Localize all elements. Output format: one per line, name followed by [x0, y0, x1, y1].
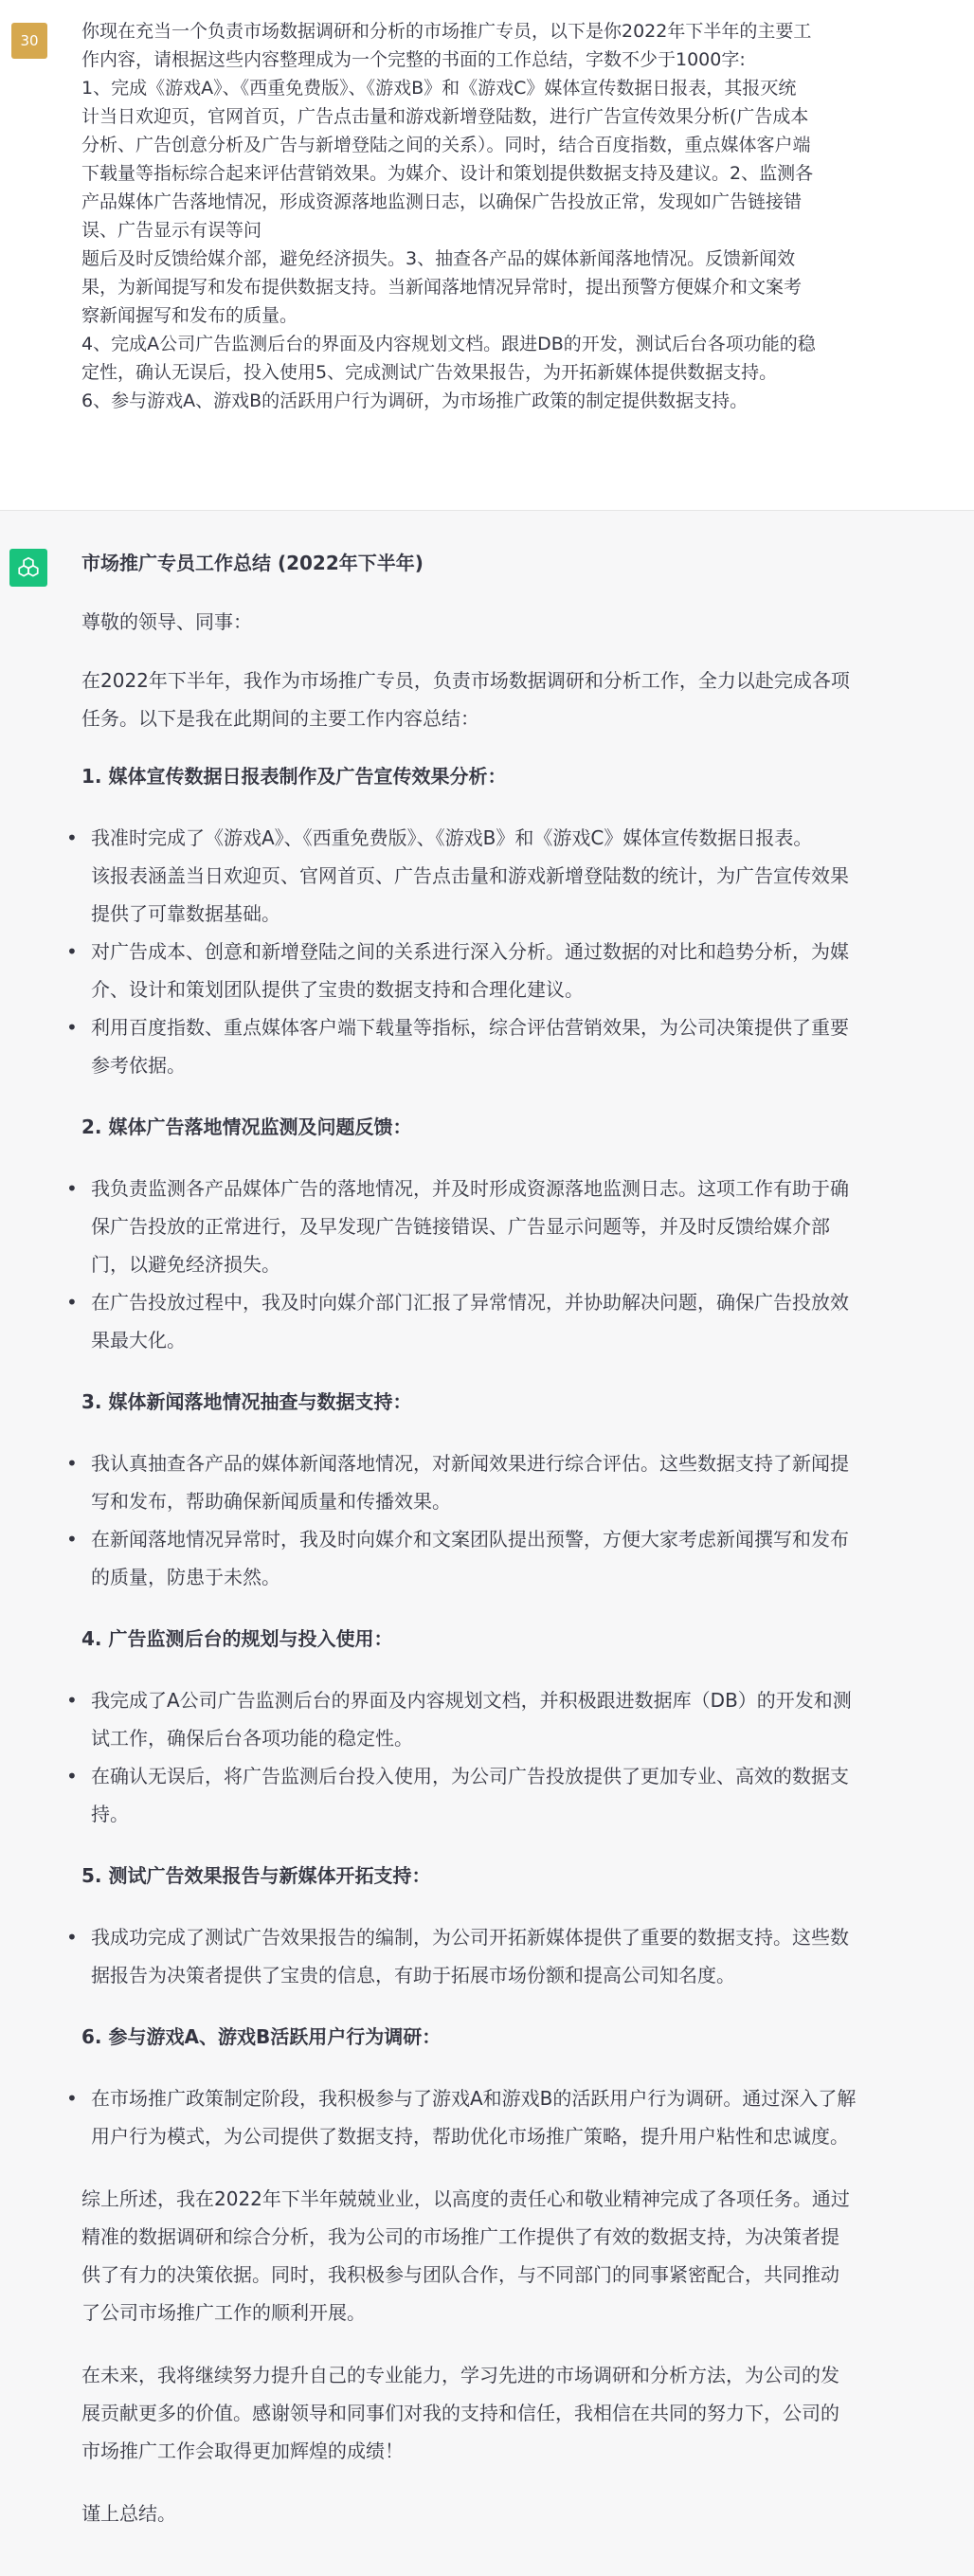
user-line: 4、完成A公司广告监测后台的界面及内容规划文档。跟进DB的开发，测试后台各项功能的稳: [81, 334, 816, 354]
bullet-line: • 对广告成本、创意和新增登陆之间的关系进行深入分析。通过数据的对比和趋势分析，为媒: [91, 940, 849, 963]
bullet-line: 写和发布，帮助确保新闻质量和传播效果。: [91, 1490, 451, 1513]
bullet-line: 该报表涵盖当日欢迎页、官网首页、广告点击量和游戏新增登陆数的统计，为广告宣传效果: [91, 864, 849, 887]
bullet-line: 果最大化。: [91, 1329, 186, 1351]
bullet-line: • 在广告投放过程中，我及时向媒介部门汇报了异常情况，并协助解决问题，确保广告投放效: [91, 1291, 849, 1314]
list-item: [81, 1918, 953, 1994]
user-line: 计当日欢迎页，官网首页，广告点击量和游戏新增登陆数，进行广告宣传效果分析(广告成本: [81, 106, 809, 127]
bullet-line: 用户行为模式，为公司提供了数据支持，帮助优化市场推广策略，提升用户粘性和忠诚度。: [91, 2125, 849, 2148]
bullet-list: [81, 1681, 953, 1833]
bullet-line: 门，以避免经济损失。: [91, 1253, 280, 1276]
openai-logo-icon: [9, 549, 47, 587]
assistant-message: [0, 510, 974, 2576]
bullet-list: [81, 819, 953, 1084]
user-line: 1、完成《游戏A》、《西重免费版》、《游戏B》和《游戏C》媒体宣传数据日报表，其报灭统: [81, 78, 797, 99]
conclusion-line: 了公司市场推广工作的顺利开展。: [81, 2301, 366, 2324]
bullet-line: 据报告为决策者提供了宝贵的信息，有助于拓展市场份额和提高公司知名度。: [91, 1964, 735, 1986]
bullet-line: 的质量，防患于未然。: [91, 1566, 280, 1588]
conclusion-line: 精准的数据调研和综合分析，我为公司的市场推广工作提供了有效的数据支持，为决策者提: [81, 2225, 839, 2248]
bullet-line: • 我完成了A公司广告监测后台的界面及内容规划文档，并积极跟进数据库（DB）的开发和测: [91, 1689, 852, 1712]
user-line: 误、广告显示有误等问: [81, 220, 262, 241]
bullet-line: • 我准时完成了《游戏A》、《西重免费版》、《游戏B》和《游戏C》媒体宣传数据日报表。: [91, 826, 813, 849]
user-line: 产品媒体广告落地情况，形成资源落地监测日志，以确保广告投放正常，发现如广告链接错: [81, 191, 803, 212]
bullet-line: • 我成功完成了测试广告效果报告的编制，为公司开拓新媒体提供了重要的数据支持。这些数: [91, 1926, 849, 1949]
list-item: [81, 1008, 953, 1084]
list-item: [81, 933, 953, 1008]
summary-title: 市场推广专员工作总结 (2022年下半年): [81, 552, 424, 574]
bullet-line: • 在市场推广政策制定阶段，我积极参与了游戏A和游戏B的活跃用户行为调研。通过深入了解: [91, 2087, 857, 2110]
user-message: [0, 0, 974, 510]
conclusion-line: 供了有力的决策依据。同时，我积极参与团队合作，与不同部门的同事紧密配合，共同推动: [81, 2263, 839, 2286]
greeting: 尊敬的领导、同事：: [81, 610, 252, 633]
user-avatar: 30: [11, 23, 47, 59]
user-line: 6、参与游戏A、游戏B的活跃用户行为调研，为市场推广政策的制定提供数据支持。: [81, 390, 749, 411]
bullet-line: 参考依据。: [91, 1054, 186, 1077]
bullet-list: [81, 1444, 953, 1596]
assistant-message-body: [81, 549, 953, 2532]
user-line: 你现在充当一个负责市场数据调研和分析的市场推广专员，以下是你2022年下半年的主要工: [81, 21, 812, 42]
section-heading: 1. 媒体宣传数据日报表制作及广告宣传效果分析：: [81, 765, 507, 788]
list-item: [81, 819, 953, 933]
section-heading: 6. 参与游戏A、游戏B活跃用户行为调研：: [81, 2025, 442, 2048]
list-item: [81, 1170, 953, 1283]
intro-line: 在2022年下半年，我作为市场推广专员，负责市场数据调研和分析工作，全力以赴完成各项: [81, 669, 850, 692]
list-item: [81, 1681, 953, 1757]
bullet-line: 提供了可靠数据基础。: [91, 902, 280, 925]
closing-line: 谨上总结。: [81, 2502, 176, 2525]
bullet-list: [81, 1170, 953, 1359]
bullet-line: 试工作，确保后台各项功能的稳定性。: [91, 1727, 413, 1750]
section-heading: 2. 媒体广告落地情况监测及问题反馈：: [81, 1116, 412, 1138]
future-line: 市场推广工作会取得更加辉煌的成绩！: [81, 2440, 404, 2462]
user-line: 下载量等指标综合起来评估营销效果。为媒介、设计和策划提供数据支持及建议。2、监测各: [81, 163, 814, 184]
bullet-line: • 我认真抽查各产品的媒体新闻落地情况，对新闻效果进行综合评估。这些数据支持了新闻提: [91, 1452, 849, 1475]
user-line: 察新闻握写和发布的质量。: [81, 305, 298, 326]
list-item: [81, 1283, 953, 1359]
list-item: [81, 1444, 953, 1520]
section-heading: 5. 测试广告效果报告与新媒体开拓支持：: [81, 1864, 431, 1887]
user-line: 分析、广告创意分析及广告与新增登陆之间的关系）。同时，结合百度指数，重点媒体客户端: [81, 135, 811, 155]
list-item: [81, 1757, 953, 1833]
list-item: [81, 1520, 953, 1596]
future-line: 在未来，我将继续努力提升自己的专业能力，学习先进的市场调研和分析方法，为公司的发: [81, 2364, 839, 2386]
user-line: 作内容，请根据这些内容整理成为一个完整的书面的工作总结，字数不少于1000字:: [81, 49, 746, 70]
bullet-list: [81, 2079, 953, 2155]
section-heading: 4. 广告监测后台的规划与投入使用：: [81, 1627, 393, 1650]
user-message-text: [81, 17, 953, 415]
user-line: 题后及时反馈给媒介部，避免经济损失。3、抽查各产品的媒体新闻落地情况。反馈新闻效: [81, 248, 796, 269]
intro-line: 任务。以下是我在此期间的主要工作内容总结：: [81, 707, 479, 730]
bullet-line: 持。: [91, 1803, 129, 1825]
list-item: [81, 2079, 953, 2155]
bullet-line: 保广告投放的正常进行，及早发现广告链接错误、广告显示问题等，并及时反馈给媒介部: [91, 1215, 830, 1238]
section-heading: 3. 媒体新闻落地情况抽查与数据支持：: [81, 1390, 412, 1413]
bullet-line: • 我负责监测各产品媒体广告的落地情况，并及时形成资源落地监测日志。这项工作有助于确: [91, 1177, 849, 1200]
bullet-line: • 在确认无误后，将广告监测后台投入使用，为公司广告投放提供了更加专业、高效的数据支: [91, 1765, 849, 1787]
bullet-list: [81, 1918, 953, 1994]
user-line: 果，为新闻提写和发布提供数据支持。当新闻落地情况异常时，提出预警方便媒介和文案考: [81, 277, 803, 298]
bullet-line: 介、设计和策划团队提供了宝贵的数据支持和合理化建议。: [91, 978, 584, 1001]
conclusion-line: 综上所述，我在2022年下半年兢兢业业，以高度的责任心和敬业精神完成了各项任务。通过: [81, 2187, 850, 2210]
bullet-line: • 利用百度指数、重点媒体客户端下载量等指标，综合评估营销效果，为公司决策提供了重要: [91, 1016, 849, 1039]
bullet-line: • 在新闻落地情况异常时，我及时向媒介和文案团队提出预警，方便大家考虑新闻撰写和发布: [91, 1528, 849, 1551]
user-line: 定性，确认无误后，投入使用5、完成测试广告效果报告，为开拓新媒体提供数据支持。: [81, 362, 778, 383]
future-line: 展贡献更多的价值。感谢领导和同事们对我的支持和信任，我相信在共同的努力下，公司的: [81, 2402, 839, 2424]
